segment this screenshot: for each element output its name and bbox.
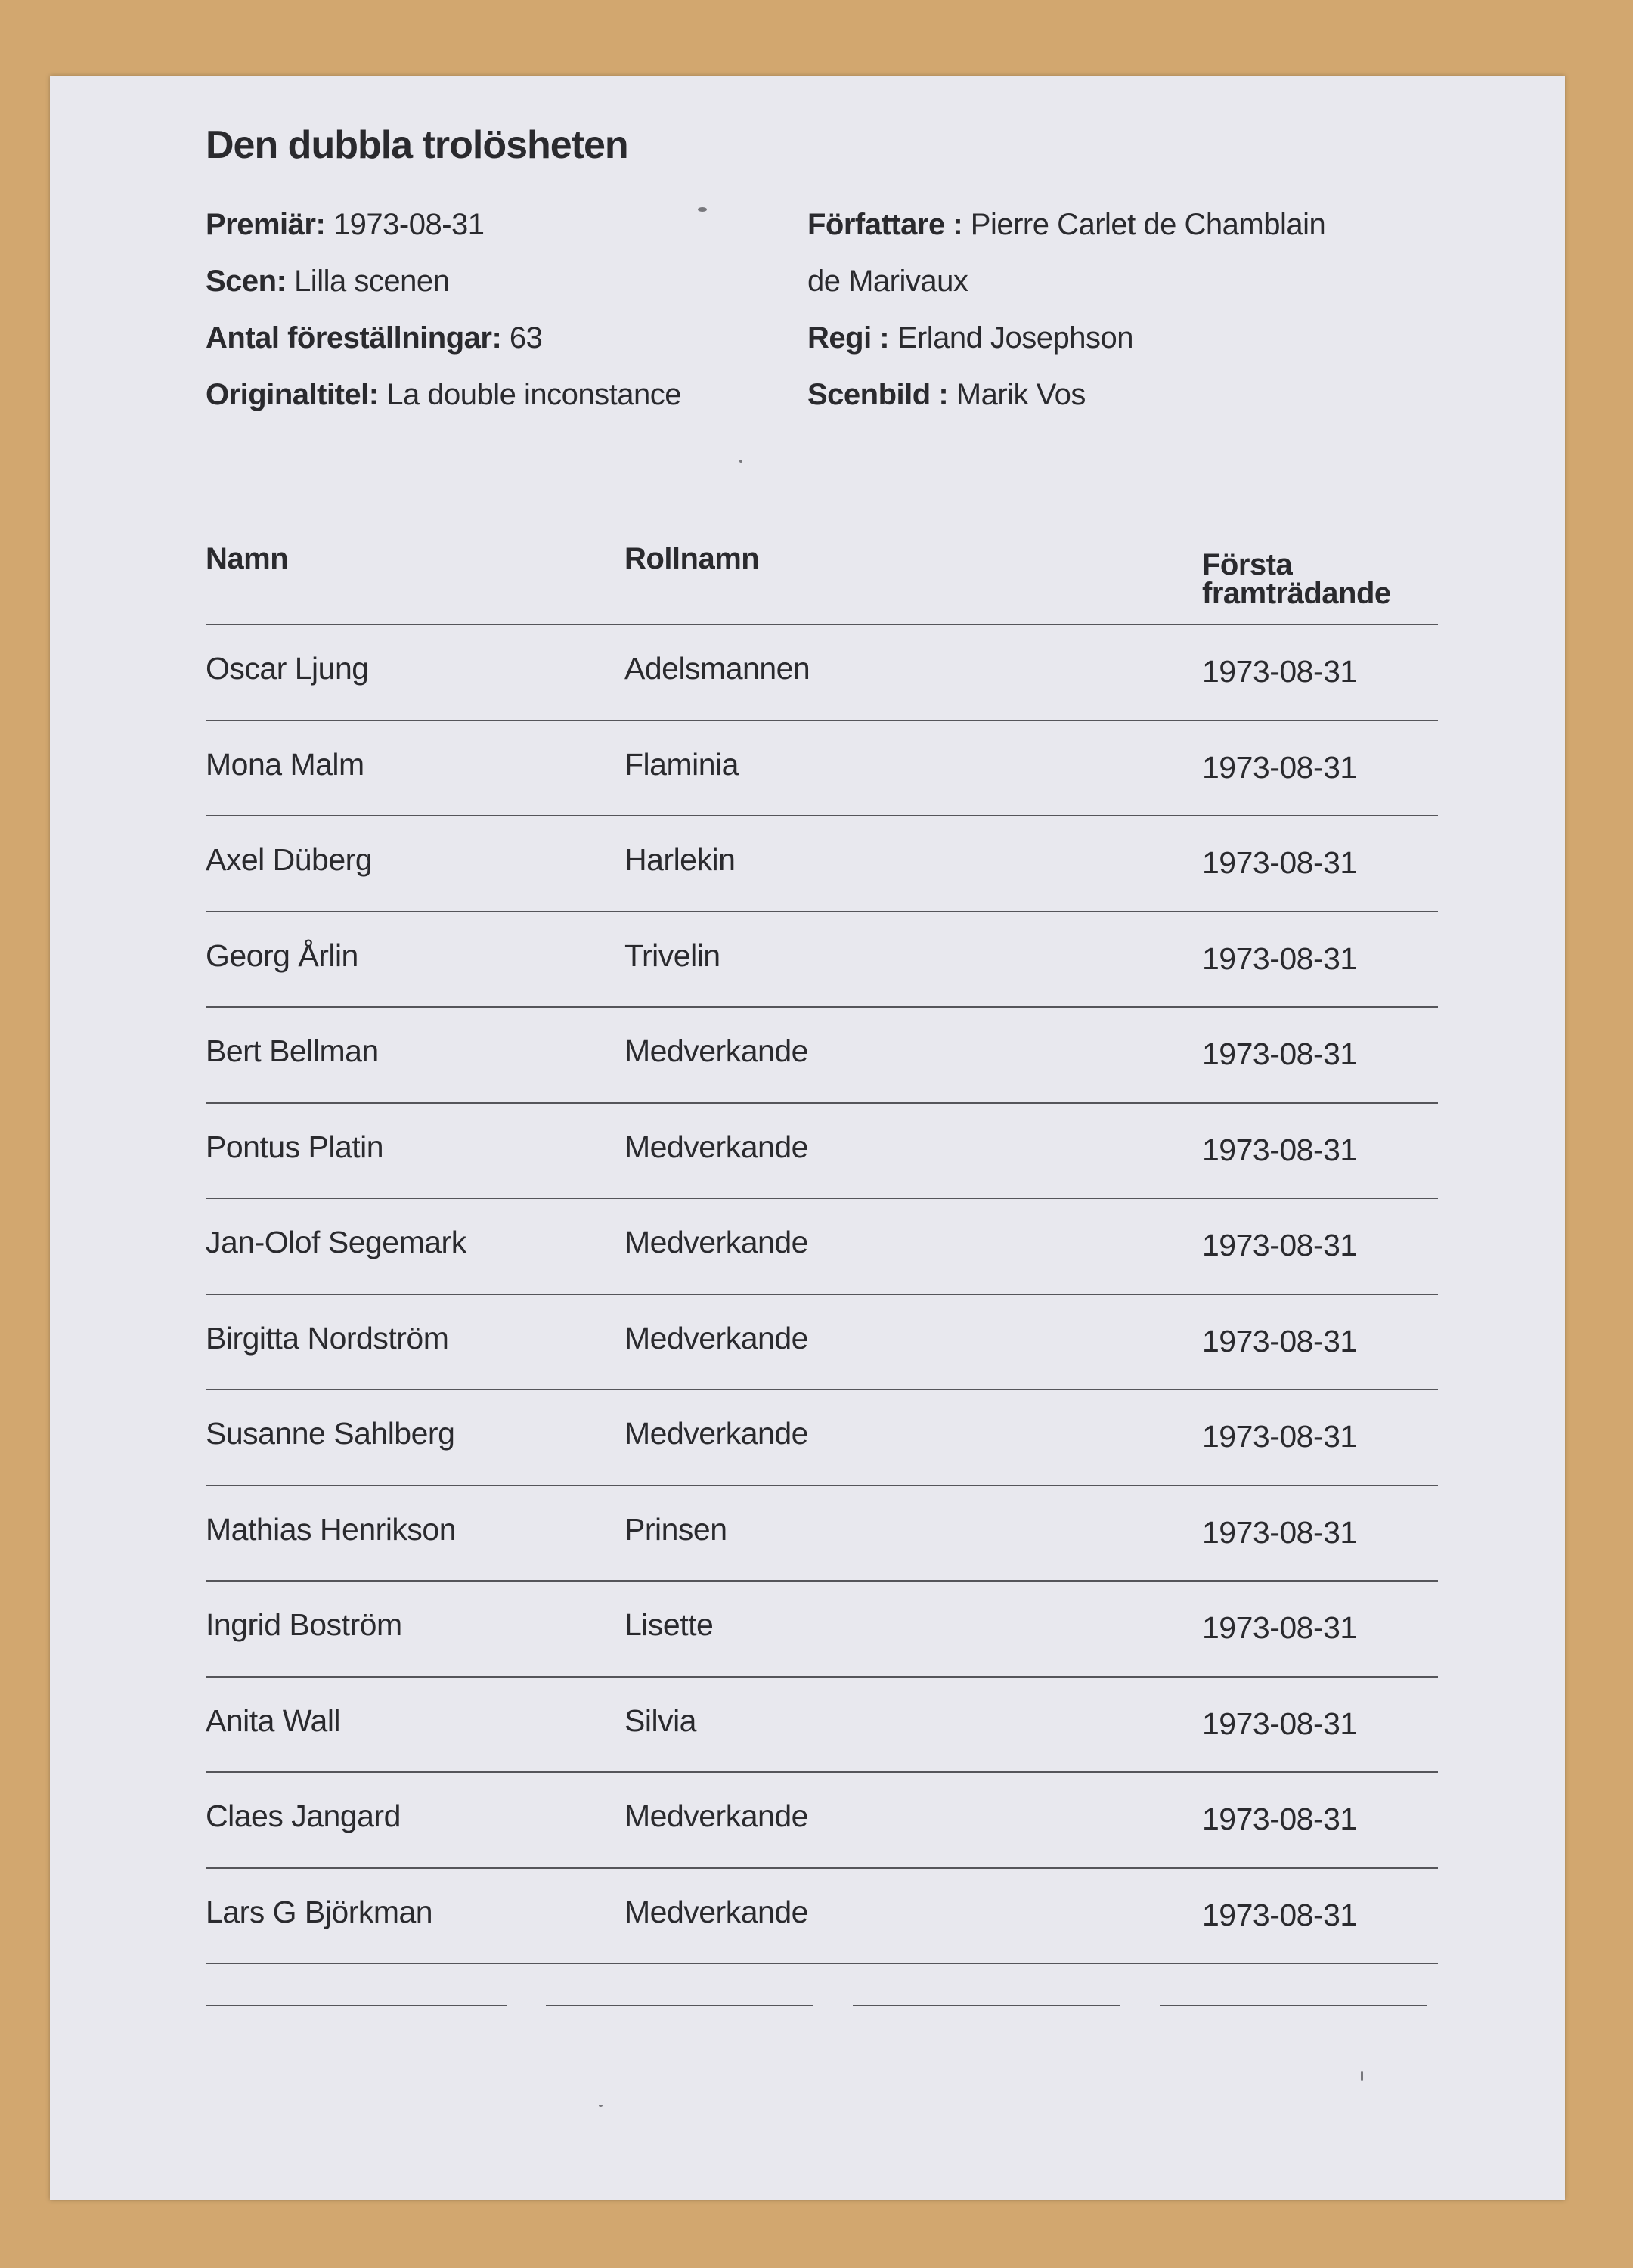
role-name: Medverkande <box>624 1799 808 1833</box>
role-name: Harlekin <box>624 842 736 877</box>
meta-value: Pierre Carlet de Chamblain <box>970 208 1326 241</box>
first-appearance-date: 1973-08-31 <box>1202 1036 1357 1071</box>
actor-name: Axel Düberg <box>206 842 373 877</box>
meta-row <box>206 321 542 355</box>
role-name: Medverkande <box>624 1129 808 1164</box>
meta-value: La double inconstance <box>386 378 682 411</box>
first-appearance-date: 1973-08-31 <box>1202 1706 1357 1741</box>
row-rule <box>206 1294 1438 1295</box>
role-name: Silvia <box>624 1703 696 1738</box>
role-name: Lisette <box>624 1607 714 1642</box>
paper-speck <box>739 460 742 463</box>
first-appearance-date: 1973-08-31 <box>1202 845 1357 880</box>
meta-label: Premiär: <box>206 208 326 241</box>
paper-speck <box>698 207 707 212</box>
paper-speck <box>1361 2071 1363 2081</box>
meta-value: 1973-08-31 <box>333 208 485 241</box>
first-appearance-date: 1973-08-31 <box>1202 1228 1357 1263</box>
role-name: Flaminia <box>624 746 739 782</box>
first-appearance-date: 1973-08-31 <box>1202 1419 1357 1454</box>
actor-name: Susanne Sahlberg <box>206 1416 455 1451</box>
role-name: Trivelin <box>624 937 720 973</box>
meta-value: Marik Vos <box>956 378 1086 411</box>
meta-row <box>807 378 1086 412</box>
meta-row <box>807 265 968 299</box>
actor-name: Ingrid Boström <box>206 1607 402 1642</box>
meta-label: Författare : <box>807 208 963 241</box>
blank-fill-line <box>1160 2005 1427 2006</box>
first-appearance-date: 1973-08-31 <box>1202 1514 1357 1550</box>
role-name: Medverkande <box>624 1320 808 1356</box>
role-name: Prinsen <box>624 1511 727 1547</box>
row-rule <box>206 720 1438 721</box>
meta-label: Regi : <box>807 321 890 355</box>
blank-fill-line <box>853 2005 1120 2006</box>
paper-speck <box>599 2105 603 2107</box>
row-rule <box>206 1963 1438 1964</box>
actor-name: Mona Malm <box>206 746 364 782</box>
meta-label: Scenbild : <box>807 378 949 411</box>
role-name: Medverkande <box>624 1225 808 1259</box>
row-rule <box>206 1102 1438 1104</box>
meta-value: Lilla scenen <box>294 265 450 298</box>
first-appearance-date: 1973-08-31 <box>1202 1323 1357 1359</box>
blank-fill-line <box>206 2005 507 2006</box>
actor-name: Mathias Henrikson <box>206 1511 457 1547</box>
document-sheet <box>50 76 1565 2200</box>
first-appearance-date: 1973-08-31 <box>1202 940 1357 976</box>
row-rule <box>206 1580 1438 1582</box>
actor-name: Oscar Ljung <box>206 651 369 686</box>
production-title: Den dubbla trolösheten <box>206 123 628 167</box>
row-rule <box>206 1198 1438 1199</box>
meta-label: Antal föreställningar: <box>206 321 502 355</box>
meta-row <box>807 321 1133 355</box>
meta-row <box>206 265 449 299</box>
column-header: Första framträdande <box>1202 548 1391 610</box>
row-rule <box>206 1389 1438 1390</box>
meta-label: Scen: <box>206 265 287 298</box>
actor-name: Bert Bellman <box>206 1033 379 1068</box>
role-name: Medverkande <box>624 1416 808 1451</box>
row-rule <box>206 1771 1438 1773</box>
row-rule <box>206 1485 1438 1486</box>
actor-name: Claes Jangard <box>206 1799 401 1833</box>
blank-fill-line <box>546 2005 813 2006</box>
role-name: Medverkande <box>624 1894 808 1929</box>
row-rule <box>206 1676 1438 1678</box>
meta-row <box>807 208 1325 242</box>
meta-value: de Marivaux <box>807 265 968 298</box>
first-appearance-date: 1973-08-31 <box>1202 1897 1357 1932</box>
actor-name: Jan-Olof Segemark <box>206 1225 466 1259</box>
role-name: Medverkande <box>624 1033 808 1068</box>
actor-name: Georg Årlin <box>206 937 358 973</box>
actor-name: Lars G Björkman <box>206 1894 433 1929</box>
meta-label: Originaltitel: <box>206 378 379 411</box>
row-rule <box>206 1006 1438 1008</box>
meta-value: 63 <box>509 321 543 355</box>
row-rule <box>206 911 1438 912</box>
first-appearance-date: 1973-08-31 <box>1202 1132 1357 1167</box>
row-rule <box>206 1867 1438 1869</box>
role-name: Adelsmannen <box>624 651 810 686</box>
first-appearance-date: 1973-08-31 <box>1202 749 1357 785</box>
column-header: Namn <box>206 542 289 575</box>
column-header: Rollnamn <box>624 542 760 575</box>
meta-value: Erland Josephson <box>897 321 1133 355</box>
actor-name: Anita Wall <box>206 1703 341 1738</box>
actor-name: Birgitta Nordström <box>206 1320 449 1356</box>
row-rule <box>206 815 1438 816</box>
meta-row <box>206 378 681 412</box>
meta-row <box>206 208 485 242</box>
first-appearance-date: 1973-08-31 <box>1202 1802 1357 1836</box>
first-appearance-date: 1973-08-31 <box>1202 654 1357 689</box>
header-rule <box>206 624 1438 625</box>
actor-name: Pontus Platin <box>206 1129 384 1164</box>
first-appearance-date: 1973-08-31 <box>1202 1610 1357 1645</box>
